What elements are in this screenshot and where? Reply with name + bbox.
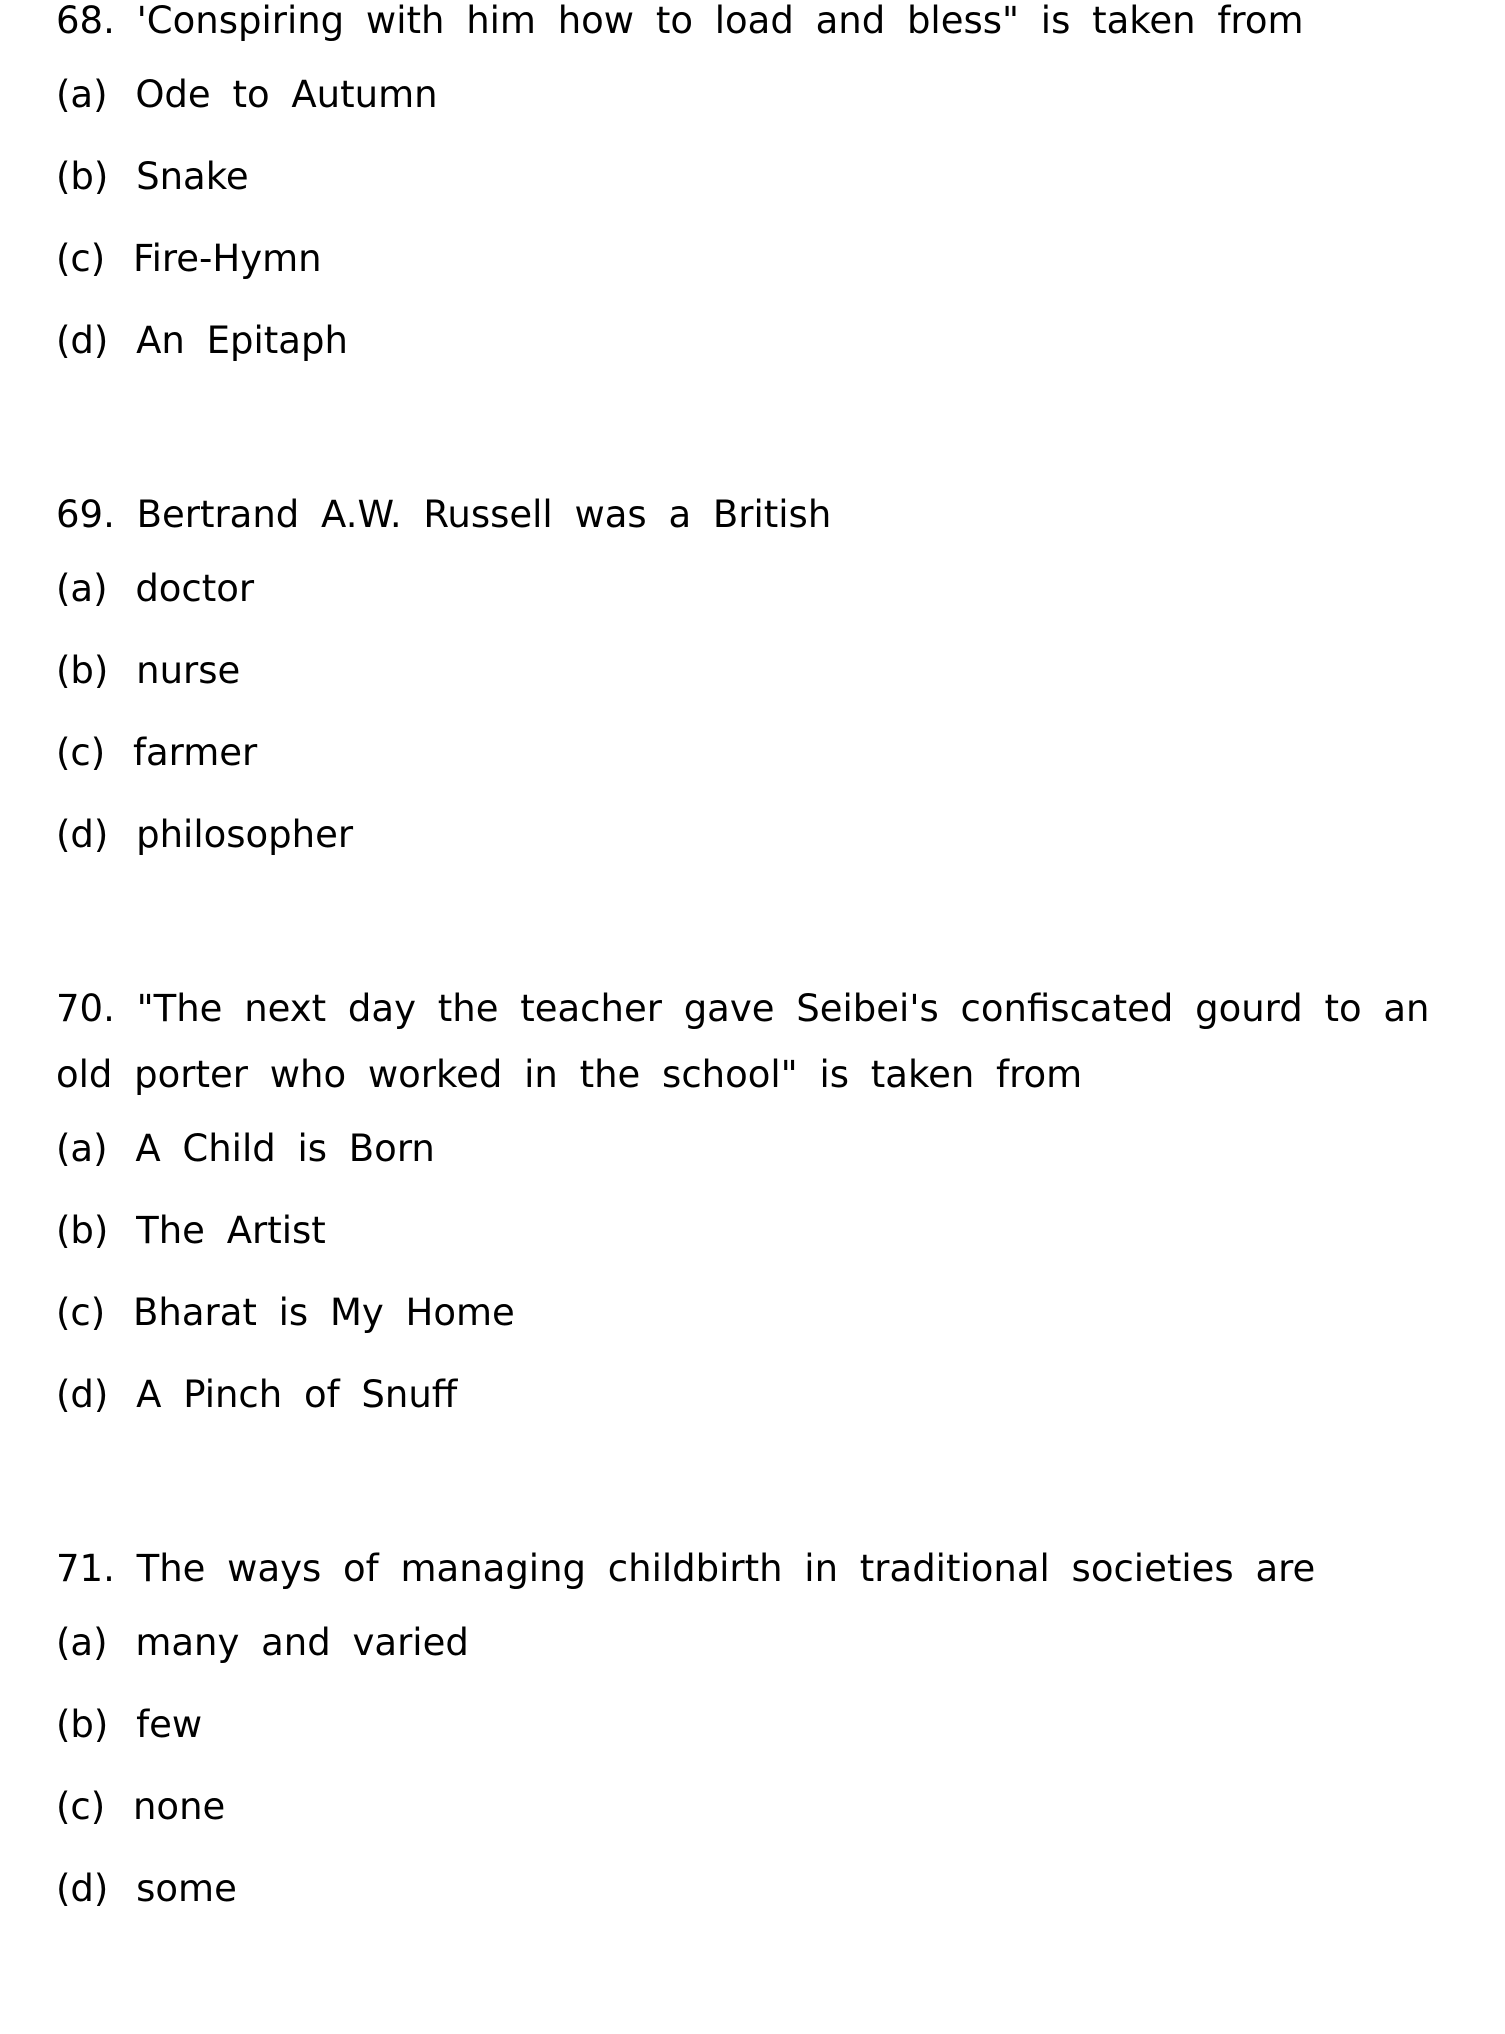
option-letter: (b) [56,1209,109,1252]
option-d [56,1354,1456,1436]
option-letter: (a) [56,73,108,116]
option-text: few [136,1703,203,1746]
option-letter: (c) [56,731,106,774]
option-c [56,1272,1456,1354]
option-text: farmer [132,731,258,774]
option-text: The Artist [136,1209,326,1252]
option-letter: (b) [56,155,109,198]
question-68 [56,0,1456,382]
option-d [56,300,1456,382]
option-a [56,548,1456,630]
option-c [56,712,1456,794]
option-letter: (c) [56,1291,106,1334]
option-text: Fire-Hymn [132,237,322,280]
option-letter: (d) [56,1373,109,1416]
option-letter: (b) [56,1703,109,1746]
option-c [56,1766,1456,1848]
option-b [56,1684,1456,1766]
option-d [56,1848,1456,1930]
option-a [56,1602,1456,1684]
option-text: many and varied [135,1621,469,1664]
option-text: Snake [136,155,249,198]
option-b [56,136,1456,218]
option-text: A Pinch of Snuff [136,1373,458,1416]
option-text: An Epitaph [136,319,348,362]
option-text: none [132,1785,226,1828]
question-69 [56,482,1456,876]
option-text: doctor [135,567,255,610]
option-text: some [136,1867,237,1910]
option-letter: (d) [56,1867,109,1910]
option-b [56,630,1456,712]
option-text: Ode to Autumn [135,73,438,116]
question-stem: 71. The ways of managing childbirth in traditional societies are [56,1547,1316,1590]
option-letter: (d) [56,813,109,856]
option-a [56,1108,1456,1190]
question-stem: 69. Bertrand A.W. Russell was a British [56,493,832,536]
option-letter: (c) [56,237,106,280]
option-c [56,218,1456,300]
option-letter: (a) [56,567,108,610]
option-letter: (c) [56,1785,106,1828]
option-text: philosopher [136,813,354,856]
option-text: Bharat is My Home [132,1291,515,1334]
option-letter: (a) [56,1621,108,1664]
question-stem: 68. 'Conspiring with him how to load and bless" is taken from [56,0,1304,42]
option-letter: (a) [56,1127,108,1170]
option-d [56,794,1456,876]
option-text: A Child is Born [135,1127,435,1170]
option-letter: (d) [56,319,109,362]
question-70 [56,976,1456,1436]
question-71 [56,1536,1456,1930]
option-b [56,1190,1456,1272]
option-a [56,54,1456,136]
option-letter: (b) [56,649,109,692]
question-stem: 70. "The next day the teacher gave Seibei's confiscated gourd to an old porter who worked in the school" is taken from [56,987,1430,1096]
option-text: nurse [136,649,241,692]
